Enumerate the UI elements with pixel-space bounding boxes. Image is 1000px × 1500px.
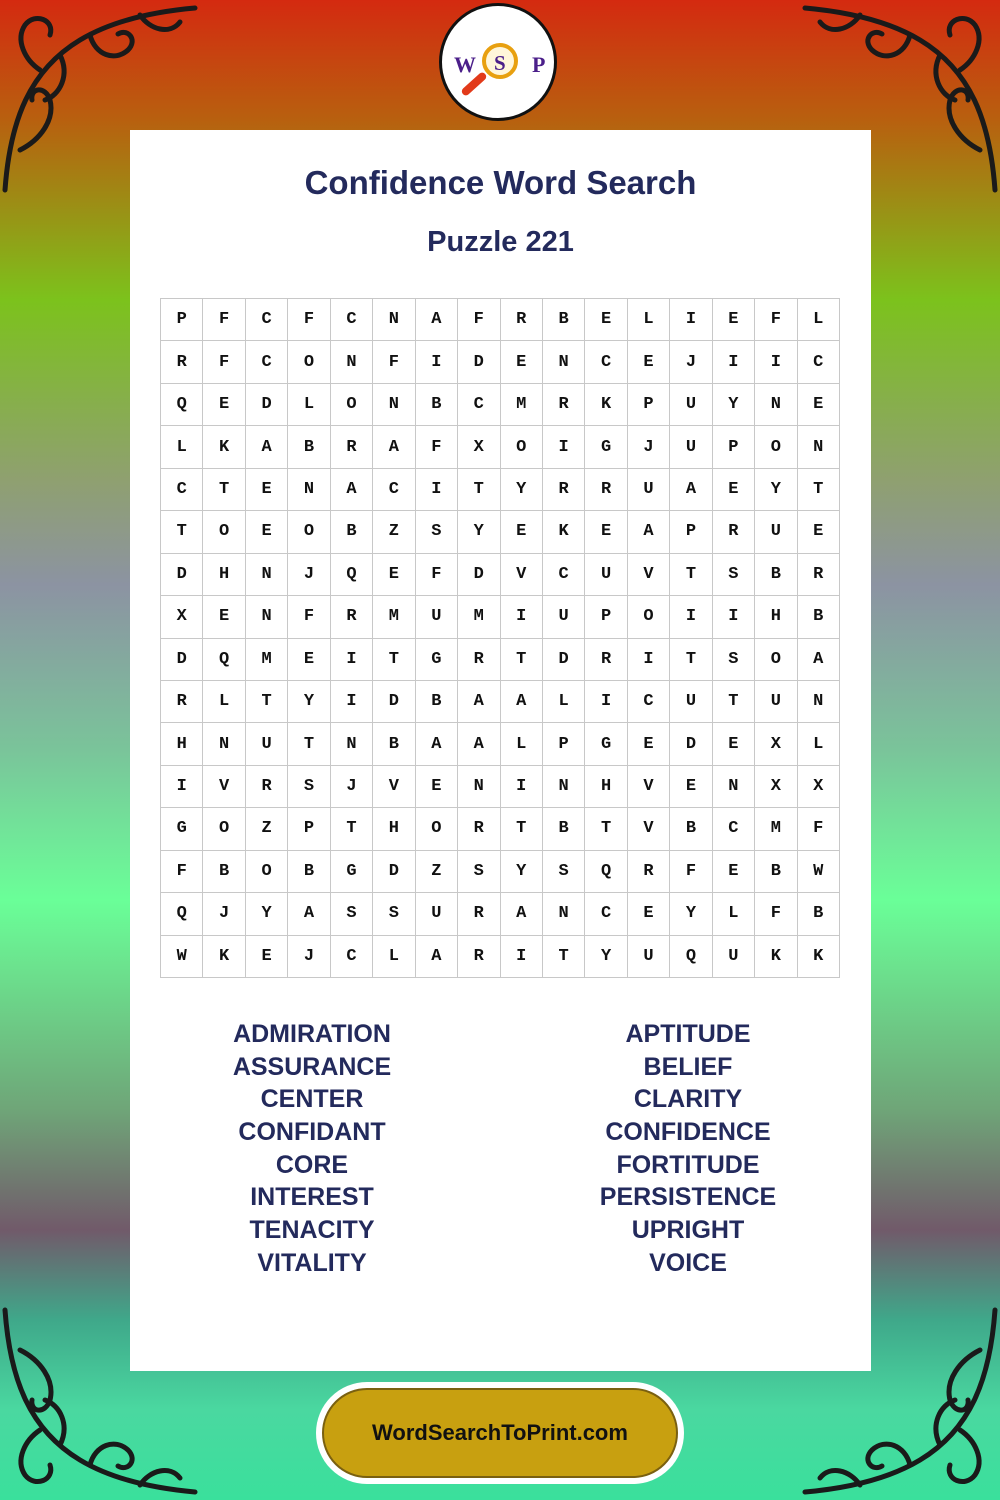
grid-cell: R <box>331 596 373 638</box>
grid-cell: U <box>628 469 670 511</box>
grid-cell: N <box>331 341 373 383</box>
grid-cell: E <box>713 469 755 511</box>
grid-cell: O <box>755 639 797 681</box>
grid-cell: V <box>628 554 670 596</box>
grid-cell: E <box>628 723 670 765</box>
grid-cell: N <box>798 426 840 468</box>
grid-cell: G <box>161 808 203 850</box>
grid-cell: I <box>670 299 712 341</box>
grid-cell: Y <box>585 936 627 978</box>
grid-cell: B <box>670 808 712 850</box>
grid-cell: I <box>543 426 585 468</box>
grid-cell: R <box>585 639 627 681</box>
grid-cell: E <box>246 469 288 511</box>
letter-grid <box>160 298 840 978</box>
grid-cell: E <box>713 299 755 341</box>
grid-cell: N <box>246 596 288 638</box>
grid-cell: A <box>458 723 500 765</box>
grid-cell: F <box>203 299 245 341</box>
grid-cell: L <box>798 723 840 765</box>
grid-cell: S <box>713 554 755 596</box>
grid-cell: L <box>798 299 840 341</box>
grid-cell: F <box>416 426 458 468</box>
footer-site-link[interactable]: WordSearchToPrint.com <box>372 1420 628 1445</box>
word-list-left <box>162 1018 462 1280</box>
grid-cell: Q <box>161 384 203 426</box>
grid-cell: C <box>798 341 840 383</box>
grid-cell: E <box>501 511 543 553</box>
grid-cell: R <box>458 808 500 850</box>
grid-cell: C <box>331 936 373 978</box>
grid-cell: R <box>798 554 840 596</box>
grid-cell: L <box>373 936 415 978</box>
grid-cell: H <box>203 554 245 596</box>
grid-cell: D <box>373 681 415 723</box>
grid-cell: T <box>373 639 415 681</box>
grid-cell: F <box>203 341 245 383</box>
grid-cell: X <box>755 723 797 765</box>
grid-cell: D <box>670 723 712 765</box>
word-list-item: INTEREST <box>250 1183 374 1212</box>
grid-cell: A <box>628 511 670 553</box>
logo-letter-w: W <box>454 52 476 77</box>
grid-cell: U <box>755 511 797 553</box>
grid-cell: B <box>416 681 458 723</box>
grid-cell: Y <box>755 469 797 511</box>
grid-cell: N <box>543 766 585 808</box>
grid-cell: D <box>246 384 288 426</box>
grid-cell: T <box>713 681 755 723</box>
grid-cell: E <box>713 851 755 893</box>
grid-cell: E <box>246 936 288 978</box>
grid-cell: A <box>373 426 415 468</box>
grid-cell: R <box>713 511 755 553</box>
grid-cell: N <box>288 469 330 511</box>
grid-cell: L <box>628 299 670 341</box>
grid-cell: Y <box>501 469 543 511</box>
word-list-item: TENACITY <box>249 1216 375 1245</box>
grid-cell: A <box>288 893 330 935</box>
grid-cell: I <box>628 639 670 681</box>
grid-cell: T <box>246 681 288 723</box>
grid-cell: T <box>670 639 712 681</box>
grid-cell: E <box>203 384 245 426</box>
grid-cell: V <box>373 766 415 808</box>
site-logo <box>439 3 557 121</box>
grid-cell: J <box>203 893 245 935</box>
grid-cell: D <box>458 554 500 596</box>
grid-cell: T <box>670 554 712 596</box>
grid-cell: E <box>288 639 330 681</box>
grid-cell: B <box>798 893 840 935</box>
grid-cell: E <box>501 341 543 383</box>
grid-cell: U <box>670 426 712 468</box>
grid-cell: Z <box>246 808 288 850</box>
grid-cell: O <box>203 511 245 553</box>
grid-cell: S <box>458 851 500 893</box>
grid-cell: D <box>161 554 203 596</box>
word-list-item: PERSISTENCE <box>599 1183 777 1212</box>
grid-cell: F <box>416 554 458 596</box>
grid-cell: F <box>373 341 415 383</box>
grid-cell: U <box>628 936 670 978</box>
grid-cell: E <box>203 596 245 638</box>
grid-cell: P <box>713 426 755 468</box>
grid-cell: R <box>331 426 373 468</box>
word-list-item: CONFIDENCE <box>605 1118 771 1147</box>
grid-cell: C <box>373 469 415 511</box>
grid-cell: C <box>585 341 627 383</box>
grid-cell: X <box>798 766 840 808</box>
grid-cell: L <box>203 681 245 723</box>
grid-cell: B <box>203 851 245 893</box>
word-list-item: CORE <box>275 1150 349 1179</box>
grid-cell: C <box>458 384 500 426</box>
grid-cell: A <box>458 681 500 723</box>
grid-cell: T <box>798 469 840 511</box>
grid-cell: R <box>628 851 670 893</box>
grid-cell: O <box>501 426 543 468</box>
grid-cell: I <box>501 766 543 808</box>
grid-cell: A <box>416 299 458 341</box>
grid-cell: R <box>161 681 203 723</box>
grid-cell: B <box>755 851 797 893</box>
grid-cell: B <box>373 723 415 765</box>
grid-cell: L <box>713 893 755 935</box>
grid-cell: U <box>543 596 585 638</box>
grid-cell: Z <box>416 851 458 893</box>
grid-cell: P <box>628 384 670 426</box>
grid-cell: Q <box>585 851 627 893</box>
word-list-right <box>538 1018 838 1280</box>
grid-cell: T <box>543 936 585 978</box>
grid-cell: T <box>458 469 500 511</box>
grid-cell: R <box>501 299 543 341</box>
grid-cell: B <box>798 596 840 638</box>
grid-cell: Q <box>203 639 245 681</box>
grid-cell: R <box>458 893 500 935</box>
grid-cell: I <box>713 596 755 638</box>
grid-cell: L <box>288 384 330 426</box>
grid-cell: N <box>373 299 415 341</box>
grid-cell: F <box>755 299 797 341</box>
grid-cell: W <box>161 936 203 978</box>
grid-cell: R <box>458 639 500 681</box>
grid-cell: U <box>670 681 712 723</box>
grid-cell: G <box>416 639 458 681</box>
grid-cell: O <box>288 511 330 553</box>
grid-cell: N <box>331 723 373 765</box>
grid-cell: B <box>543 299 585 341</box>
grid-cell: A <box>246 426 288 468</box>
grid-cell: I <box>416 469 458 511</box>
grid-cell: T <box>161 511 203 553</box>
grid-cell: B <box>755 554 797 596</box>
grid-cell: I <box>501 596 543 638</box>
grid-cell: K <box>798 936 840 978</box>
grid-cell: N <box>755 384 797 426</box>
grid-cell: D <box>161 639 203 681</box>
grid-cell: X <box>458 426 500 468</box>
grid-cell: I <box>755 341 797 383</box>
grid-cell: S <box>416 511 458 553</box>
grid-cell: L <box>543 681 585 723</box>
grid-cell: X <box>161 596 203 638</box>
grid-cell: V <box>203 766 245 808</box>
word-list-item: APTITUDE <box>625 1020 751 1048</box>
grid-cell: C <box>628 681 670 723</box>
grid-cell: F <box>458 299 500 341</box>
grid-cell: Y <box>501 851 543 893</box>
grid-cell: U <box>713 936 755 978</box>
grid-cell: E <box>713 723 755 765</box>
puzzle-panel <box>130 130 871 1371</box>
grid-cell: S <box>331 893 373 935</box>
grid-cell: A <box>416 723 458 765</box>
grid-cell: R <box>246 766 288 808</box>
grid-cell: O <box>246 851 288 893</box>
grid-cell: R <box>543 469 585 511</box>
grid-cell: C <box>331 299 373 341</box>
grid-cell: E <box>373 554 415 596</box>
grid-cell: Z <box>373 511 415 553</box>
grid-cell: V <box>501 554 543 596</box>
grid-cell: X <box>755 766 797 808</box>
grid-cell: O <box>203 808 245 850</box>
grid-cell: I <box>713 341 755 383</box>
grid-cell: R <box>543 384 585 426</box>
grid-cell: K <box>755 936 797 978</box>
grid-cell: J <box>288 554 330 596</box>
grid-cell: N <box>713 766 755 808</box>
grid-cell: B <box>331 511 373 553</box>
grid-cell: O <box>416 808 458 850</box>
logo-letter-p: P <box>532 52 546 77</box>
grid-cell: P <box>543 723 585 765</box>
grid-cell: R <box>161 341 203 383</box>
grid-cell: E <box>628 893 670 935</box>
puzzle-title: Confidence Word Search <box>304 164 697 201</box>
grid-cell: P <box>288 808 330 850</box>
grid-cell: B <box>288 426 330 468</box>
grid-cell: I <box>501 936 543 978</box>
word-list-item: ADMIRATION <box>233 1020 391 1048</box>
word-list-item: VITALITY <box>257 1248 367 1277</box>
grid-cell: J <box>331 766 373 808</box>
grid-cell: O <box>288 341 330 383</box>
grid-cell: H <box>755 596 797 638</box>
grid-cell: C <box>246 299 288 341</box>
word-list-item: BELIEF <box>643 1052 733 1081</box>
grid-cell: A <box>501 893 543 935</box>
grid-cell: C <box>161 469 203 511</box>
grid-cell: D <box>458 341 500 383</box>
grid-cell: E <box>585 511 627 553</box>
grid-cell: G <box>585 723 627 765</box>
puzzle-number: Puzzle 221 <box>427 226 574 258</box>
grid-cell: T <box>203 469 245 511</box>
grid-cell: Q <box>161 893 203 935</box>
grid-cell: U <box>246 723 288 765</box>
grid-cell: C <box>543 554 585 596</box>
grid-cell: N <box>798 681 840 723</box>
grid-cell: O <box>755 426 797 468</box>
grid-cell: K <box>585 384 627 426</box>
grid-cell: C <box>585 893 627 935</box>
word-list-item: VOICE <box>649 1248 727 1277</box>
grid-cell: E <box>798 384 840 426</box>
grid-cell: P <box>161 299 203 341</box>
grid-cell: M <box>501 384 543 426</box>
grid-cell: P <box>585 596 627 638</box>
grid-cell: T <box>585 808 627 850</box>
grid-cell: M <box>458 596 500 638</box>
grid-cell: E <box>246 511 288 553</box>
grid-cell: I <box>331 639 373 681</box>
grid-cell: N <box>246 554 288 596</box>
grid-cell: Y <box>246 893 288 935</box>
grid-cell: I <box>161 766 203 808</box>
grid-cell: A <box>501 681 543 723</box>
grid-cell: V <box>628 808 670 850</box>
grid-cell: E <box>670 766 712 808</box>
word-list-item: CONFIDANT <box>238 1118 386 1147</box>
grid-cell: E <box>585 299 627 341</box>
grid-cell: E <box>798 511 840 553</box>
footer-banner[interactable] <box>322 1388 678 1478</box>
grid-cell: N <box>543 341 585 383</box>
grid-cell: Y <box>458 511 500 553</box>
grid-cell: W <box>798 851 840 893</box>
grid-cell: C <box>713 808 755 850</box>
grid-cell: N <box>373 384 415 426</box>
word-list-item: UPRIGHT <box>631 1216 745 1245</box>
grid-cell: A <box>670 469 712 511</box>
grid-cell: J <box>670 341 712 383</box>
grid-cell: M <box>246 639 288 681</box>
grid-cell: M <box>755 808 797 850</box>
grid-cell: R <box>585 469 627 511</box>
grid-cell: K <box>203 426 245 468</box>
grid-cell: T <box>288 723 330 765</box>
grid-cell: Q <box>670 936 712 978</box>
grid-cell: I <box>331 681 373 723</box>
grid-cell: U <box>416 893 458 935</box>
grid-cell: E <box>628 341 670 383</box>
grid-cell: S <box>713 639 755 681</box>
grid-cell: S <box>543 851 585 893</box>
grid-cell: D <box>373 851 415 893</box>
grid-cell: Q <box>331 554 373 596</box>
grid-cell: N <box>543 893 585 935</box>
grid-cell: Y <box>713 384 755 426</box>
word-list-item: CENTER <box>260 1085 364 1114</box>
grid-cell: B <box>288 851 330 893</box>
grid-cell: C <box>246 341 288 383</box>
grid-cell: J <box>288 936 330 978</box>
grid-cell: G <box>331 851 373 893</box>
word-list-item: ASSURANCE <box>232 1052 392 1081</box>
grid-cell: T <box>501 808 543 850</box>
grid-cell: H <box>585 766 627 808</box>
grid-cell: I <box>585 681 627 723</box>
grid-cell: H <box>373 808 415 850</box>
word-list-item: CLARITY <box>633 1085 743 1114</box>
grid-cell: R <box>458 936 500 978</box>
grid-cell: F <box>798 808 840 850</box>
grid-cell: B <box>416 384 458 426</box>
grid-cell: I <box>670 596 712 638</box>
grid-cell: F <box>288 299 330 341</box>
grid-cell: U <box>755 681 797 723</box>
grid-cell: N <box>203 723 245 765</box>
grid-cell: A <box>331 469 373 511</box>
word-list-item: FORTITUDE <box>616 1150 760 1179</box>
grid-cell: B <box>543 808 585 850</box>
grid-cell: K <box>543 511 585 553</box>
grid-cell: K <box>203 936 245 978</box>
grid-cell: Y <box>288 681 330 723</box>
grid-cell: O <box>331 384 373 426</box>
grid-cell: A <box>416 936 458 978</box>
grid-cell: L <box>501 723 543 765</box>
grid-cell: G <box>585 426 627 468</box>
grid-cell: F <box>670 851 712 893</box>
grid-cell: U <box>416 596 458 638</box>
grid-cell: A <box>798 639 840 681</box>
grid-cell: T <box>501 639 543 681</box>
grid-cell: S <box>373 893 415 935</box>
grid-cell: Y <box>670 893 712 935</box>
grid-cell: S <box>288 766 330 808</box>
grid-cell: T <box>331 808 373 850</box>
grid-cell: F <box>288 596 330 638</box>
logo-letter-s: S <box>494 51 506 75</box>
grid-cell: D <box>543 639 585 681</box>
grid-cell: E <box>416 766 458 808</box>
grid-cell: V <box>628 766 670 808</box>
grid-cell: P <box>670 511 712 553</box>
grid-cell: F <box>755 893 797 935</box>
grid-cell: L <box>161 426 203 468</box>
grid-cell: I <box>416 341 458 383</box>
grid-cell: M <box>373 596 415 638</box>
grid-cell: F <box>161 851 203 893</box>
grid-cell: J <box>628 426 670 468</box>
grid-cell: N <box>458 766 500 808</box>
grid-cell: U <box>585 554 627 596</box>
grid-cell: U <box>670 384 712 426</box>
grid-cell: O <box>628 596 670 638</box>
grid-cell: H <box>161 723 203 765</box>
